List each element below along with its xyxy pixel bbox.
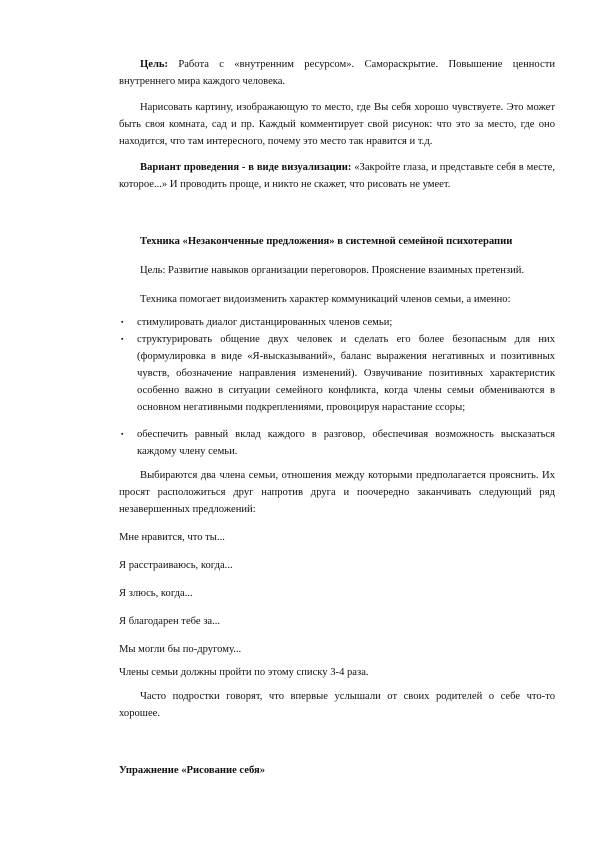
bullet-text: обеспечить равный вклад каждого в разговор, обеспечивая возможность высказаться каждому члену семьи. bbox=[137, 429, 555, 457]
sentence-item-4: Я благодарен тебе за... bbox=[119, 616, 221, 627]
sentence-item-1: Мне нравится, что ты... bbox=[119, 532, 225, 543]
repeat-instruction-paragraph: Члены семьи должны пройти по этому списку 3-4 раза. bbox=[119, 667, 369, 678]
bullet-item-1 bbox=[121, 314, 555, 331]
section-heading-unfinished-sentences: Техника «Незаконченные предложения» в системной семейной психотерапии bbox=[140, 236, 513, 247]
drawing-task-paragraph: Нарисовать картину, изображающую то место, где Вы себя хорошо чувствуете. Это может быть своя комната, сад и пр. Каждый комментирует свой рисунок: что это за место, где оно находится, что там интересного, почему это место так нравится и т.д. bbox=[119, 102, 555, 147]
variant-text: «Закройте глаза, и представьте себя в месте, которое...» И проводить проще, и никто не скажет, что рисовать не умеет. bbox=[119, 162, 555, 190]
goal-paragraph-1 bbox=[119, 56, 555, 90]
bullet-marker: ▪ bbox=[121, 430, 124, 438]
sentence-item-2: Я расстраиваюсь, когда... bbox=[119, 560, 233, 571]
bullet-text: стимулировать диалог дистанцированных членов семьи; bbox=[137, 317, 393, 328]
sentence-item-3: Я злюсь, когда... bbox=[119, 588, 193, 599]
teenagers-note-paragraph: Часто подростки говорят, что впервые услышали от своих родителей о себе что-то хорошее. bbox=[119, 691, 555, 719]
technique-intro-paragraph: Техника помогает видоизменить характер коммуникаций членов семьи, а именно: bbox=[140, 294, 511, 305]
bullet-item-2 bbox=[121, 331, 555, 416]
goal-label: Цель: bbox=[140, 59, 169, 70]
bullet-item-3 bbox=[121, 426, 555, 460]
goal-text: Работа с «внутренним ресурсом». Самораскрытие. Повышение ценности внутреннего мира каждого человека. bbox=[119, 59, 555, 87]
sentence-item-5: Мы могли бы по-другому... bbox=[119, 644, 242, 655]
procedure-paragraph: Выбираются два члена семьи, отношения между которыми предполагается прояснить. Их просят расположиться друг напротив друга и поочередно заканчивать следующий ряд незавершенных предложений: bbox=[119, 470, 555, 515]
bullet-marker: ▪ bbox=[121, 318, 124, 326]
variant-paragraph bbox=[119, 159, 555, 193]
goal-paragraph-2: Цель: Развитие навыков организации переговоров. Прояснение взаимных претензий. bbox=[140, 265, 525, 276]
section-heading-self-drawing: Упражнение «Рисование себя» bbox=[119, 765, 266, 776]
bullet-text: структурировать общение двух человек и сделать его более безопасным для них (формулировка в виде «Я-высказываний», баланс выражения негативных и позитивных чувств, обозначение направления изменений). Озвучивание позитивных характеристик особенно важно в ситуации семейного конфликта, когда члены семьи обмениваются в основном негативными подкреплениями, провоцируя нарастание ссоры; bbox=[137, 334, 555, 413]
variant-label: Вариант проведения - в виде визуализации: bbox=[140, 162, 352, 173]
bullet-marker: ▪ bbox=[121, 335, 124, 343]
